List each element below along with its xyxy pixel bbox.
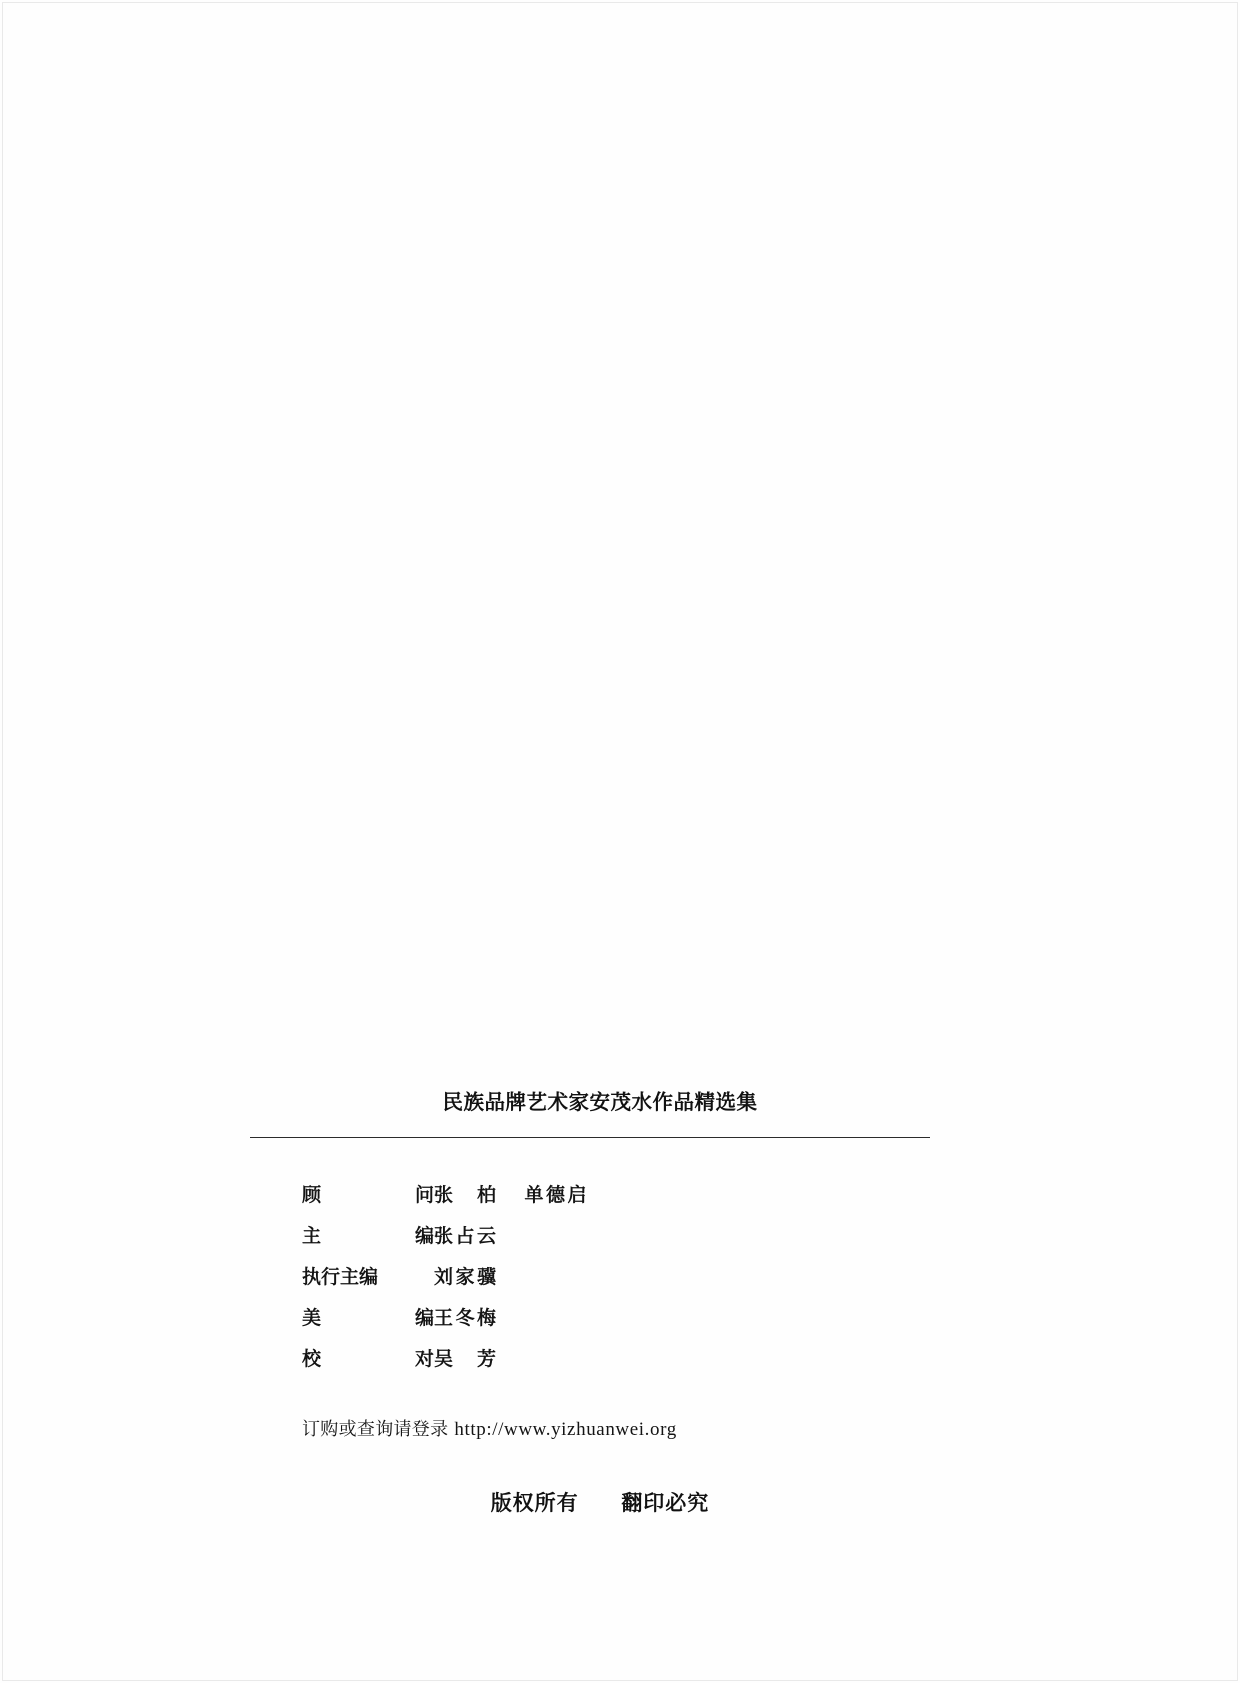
credit-role-char: 执行主编	[302, 1266, 379, 1288]
credit-row	[302, 1262, 950, 1289]
credit-row	[302, 1344, 950, 1371]
colophon-block	[250, 1085, 950, 1517]
credit-name: 张 柏	[434, 1184, 499, 1206]
book-title: 民族品牌艺术家安茂水作品精选集	[442, 1090, 758, 1114]
credit-names	[434, 1221, 499, 1248]
credit-name: 吴 芳	[434, 1348, 499, 1370]
credit-role	[302, 1221, 434, 1248]
copyright-notice	[250, 1487, 950, 1517]
credit-names	[434, 1180, 589, 1207]
credit-row	[302, 1221, 950, 1248]
credit-name: 张占云	[434, 1225, 499, 1247]
credit-role-char: 问	[414, 1184, 434, 1206]
credit-names	[434, 1344, 499, 1371]
credit-row	[302, 1180, 950, 1207]
order-inquiry-line	[302, 1415, 950, 1441]
credit-role-char: 编	[414, 1307, 434, 1329]
order-label: 订购或查询请登录	[302, 1419, 449, 1440]
credit-role	[302, 1344, 434, 1371]
credit-role-char: 主	[302, 1225, 322, 1247]
horizontal-divider	[250, 1137, 930, 1138]
credit-role	[302, 1303, 434, 1330]
credits-list	[302, 1180, 950, 1371]
credit-role-char: 顾	[302, 1184, 322, 1206]
credit-role-char: 对	[414, 1348, 434, 1370]
credit-name: 刘家骥	[434, 1266, 499, 1288]
credit-names	[434, 1303, 499, 1330]
credit-row	[302, 1303, 950, 1330]
credit-names	[434, 1262, 499, 1289]
credit-role-char: 编	[414, 1225, 434, 1247]
order-url[interactable]: http://www.yizhuanwei.org	[454, 1419, 677, 1440]
copyright-right: 翻印必究	[621, 1491, 710, 1515]
credit-role	[302, 1180, 434, 1207]
credit-role-char: 美	[302, 1307, 322, 1329]
credit-name: 单德启	[524, 1184, 590, 1206]
credit-role	[302, 1262, 434, 1289]
credit-role-char: 校	[302, 1348, 322, 1370]
credit-name: 王冬梅	[434, 1307, 499, 1329]
copyright-left: 版权所有	[490, 1491, 579, 1515]
